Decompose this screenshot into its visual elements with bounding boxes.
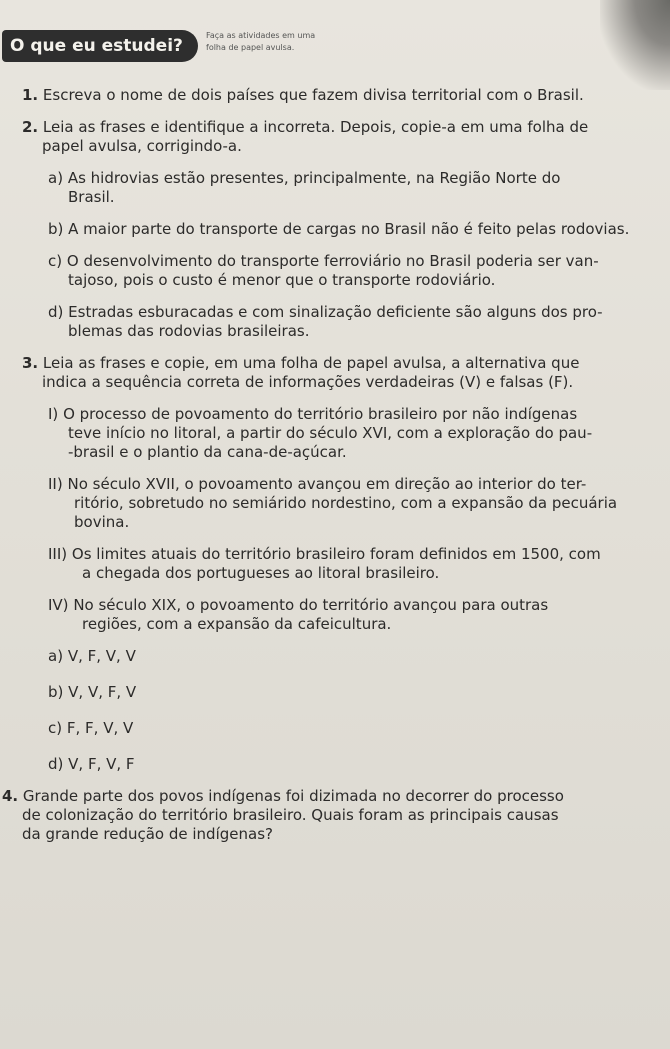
answer-options: [22, 647, 664, 774]
question-text: Grande parte dos povos indígenas foi dizimada no decorrer do processo: [22, 787, 564, 805]
statement-text: -brasil e o plantio da cana-de-açúcar.: [68, 443, 347, 461]
statement-3: [22, 545, 664, 583]
question-4: [2, 787, 664, 844]
question-text: indica a sequência correta de informações verdadeiras (V) e falsas (F).: [42, 373, 574, 391]
section-title-badge: [2, 30, 198, 62]
answer-option-a: [22, 647, 664, 666]
item-text: As hidrovias estão presentes, principalmente, na Região Norte do: [67, 169, 561, 187]
exercise-list: [2, 86, 664, 857]
statement-text: ritório, sobretudo no semiárido nordestino, com a expansão da pecuária: [74, 494, 618, 512]
statement-label: III): [48, 545, 68, 563]
question-2-item-d: [22, 303, 664, 341]
item-label: b): [48, 220, 64, 238]
answer-option-d: [22, 755, 664, 774]
question-text: da grande redução de indígenas?: [22, 825, 273, 843]
question-number: 1.: [22, 86, 39, 104]
option-text: V, V, F, V: [68, 683, 137, 701]
statement-label: II): [48, 475, 63, 493]
question-text: de colonização do território brasileiro. Quais foram as principais causas: [22, 806, 559, 824]
header-note-line: folha de papel avulsa.: [206, 43, 295, 52]
question-1: [22, 86, 664, 105]
item-text: A maior parte do transporte de cargas no Brasil não é feito pelas rodovias.: [68, 220, 630, 238]
question-number: 3.: [22, 354, 39, 372]
question-2-item-b: [22, 220, 664, 239]
option-label: d): [48, 755, 64, 773]
header-note: [206, 30, 356, 54]
option-text: F, F, V, V: [66, 719, 134, 737]
question-text: Escreva o nome de dois países que fazem divisa territorial com o Brasil.: [42, 86, 584, 104]
question-text: Leia as frases e identifique a incorreta. Depois, copie-a em uma folha de: [42, 118, 589, 136]
statement-text: No século XIX, o povoamento do território avançou para outras: [73, 596, 549, 614]
statement-text: No século XVII, o povoamento avançou em direção ao interior do ter-: [67, 475, 587, 493]
statement-text: bovina.: [74, 513, 130, 531]
item-text: Brasil.: [68, 188, 115, 206]
page-corner-shadow: [600, 0, 670, 90]
statement-text: O processo de povoamento do território brasileiro por não indígenas: [63, 405, 578, 423]
statement-4: [22, 596, 664, 634]
item-text: O desenvolvimento do transporte ferroviário no Brasil poderia ser van-: [66, 252, 599, 270]
question-text: papel avulsa, corrigindo-a.: [42, 137, 242, 155]
statement-label: I): [48, 405, 59, 423]
item-text: blemas das rodovias brasileiras.: [68, 322, 310, 340]
answer-option-b: [22, 683, 664, 702]
option-label: a): [48, 647, 64, 665]
statement-text: a chegada dos portugueses ao litoral brasileiro.: [82, 564, 440, 582]
question-2-item-c: [22, 252, 664, 290]
item-text: Estradas esburacadas e com sinalização deficiente são alguns dos pro-: [68, 303, 603, 321]
item-text: tajoso, pois o custo é menor que o transporte rodoviário.: [68, 271, 496, 289]
option-text: V, F, V, F: [68, 755, 135, 773]
item-label: d): [48, 303, 64, 321]
item-label: a): [48, 169, 64, 187]
question-2: [22, 118, 664, 156]
question-number: 2.: [22, 118, 39, 136]
statement-text: Os limites atuais do território brasileiro foram definidos em 1500, com: [71, 545, 601, 563]
question-number: 4.: [2, 787, 19, 805]
statement-1: [22, 405, 664, 462]
statement-label: IV): [48, 596, 69, 614]
header-note-line: Faça as atividades em uma: [206, 31, 316, 40]
option-label: b): [48, 683, 64, 701]
statement-text: teve início no litoral, a partir do século XVI, com a exploração do pau-: [68, 424, 593, 442]
section-title: O que eu estudei?: [10, 36, 183, 56]
question-2-item-a: [22, 169, 664, 207]
statement-text: regiões, com a expansão da cafeicultura.: [82, 615, 392, 633]
question-3: [22, 354, 664, 392]
option-text: V, F, V, V: [67, 647, 136, 665]
statement-2: [22, 475, 664, 532]
answer-option-c: [22, 719, 664, 738]
item-label: c): [48, 252, 63, 270]
option-label: c): [48, 719, 63, 737]
question-text: Leia as frases e copie, em uma folha de papel avulsa, a alternativa que: [42, 354, 580, 372]
